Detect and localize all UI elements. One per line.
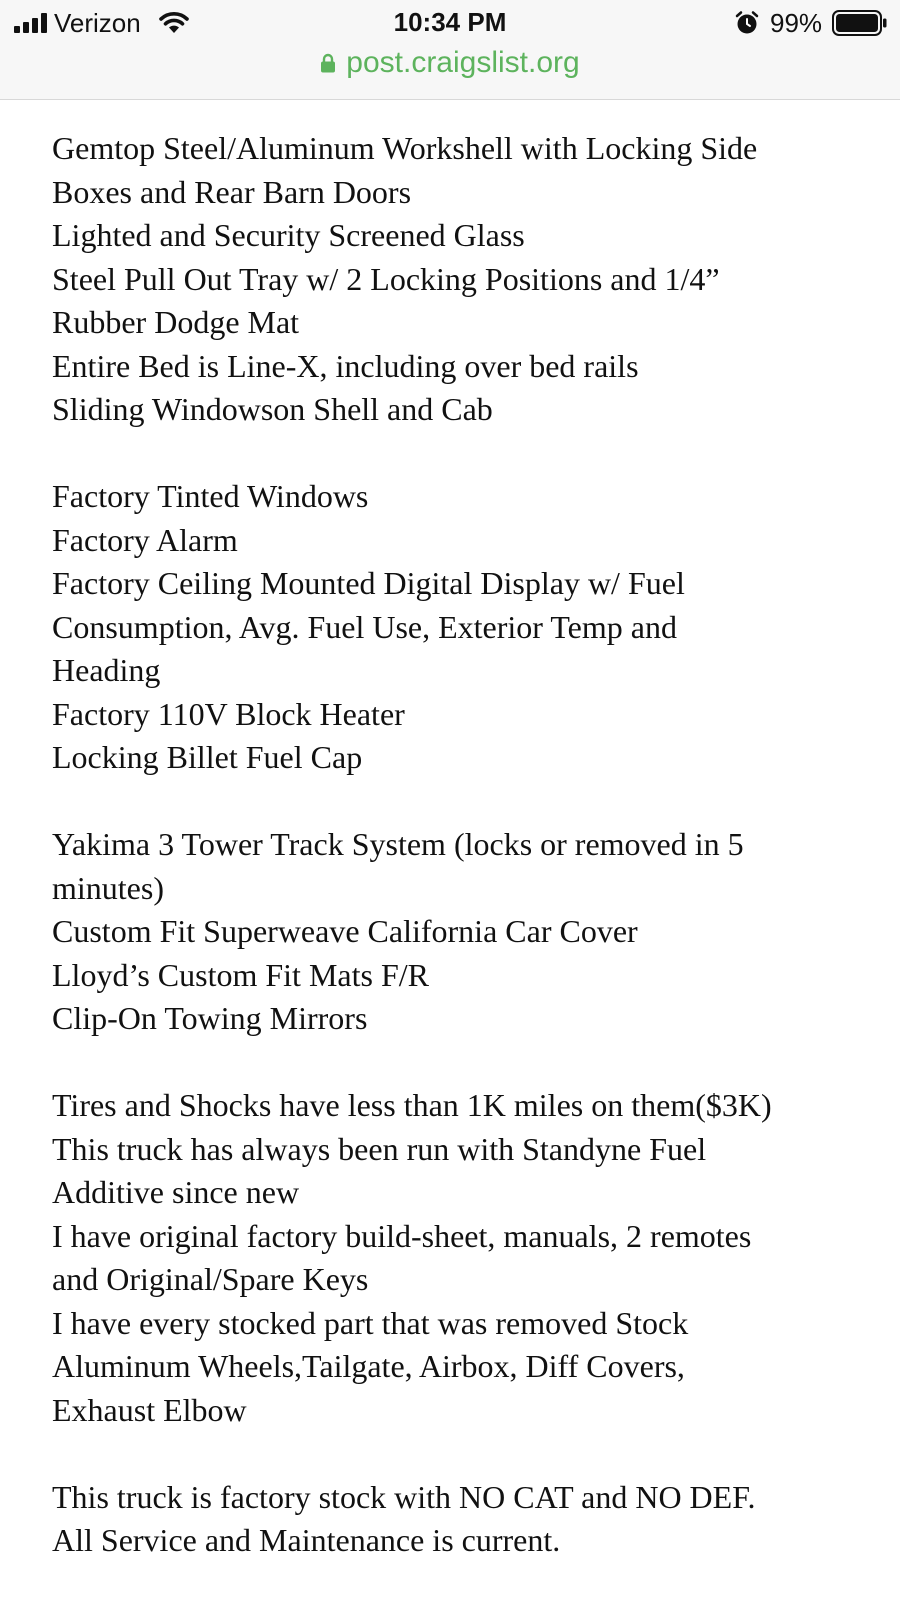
listing-line: Additive since new [52, 1174, 300, 1210]
listing-line: Rubber Dodge Mat [52, 304, 300, 340]
address-bar-content[interactable] [320, 46, 579, 80]
status-time: 10:34 PM [393, 7, 507, 37]
listing-paragraph [52, 475, 872, 780]
listing-line: Clip-On Towing Mirrors [52, 1000, 368, 1036]
listing-line: Boxes and Rear Barn Doors [52, 173, 412, 210]
listing-line: Entire Bed is Line-X, including over bed rails [52, 347, 639, 384]
listing-line: Lloyd’s Custom Fit Mats F/R [52, 956, 429, 993]
listing-paragraph [52, 1476, 872, 1563]
listing-line: Custom Fit Superweave California Car Cover [52, 913, 638, 949]
listing-line: I have original factory build-sheet, manuals, 2 remotes [52, 1217, 752, 1254]
listing-line: Yakima 3 Tower Track System (locks or removed in 5 [52, 826, 744, 862]
listing-line: Factory Tinted Windows [52, 478, 369, 514]
listing-line: This truck is factory stock with NO CAT and NO DEF. [52, 1478, 756, 1515]
listing-line: Heading [52, 652, 161, 688]
listing-line: Exhaust Elbow [52, 1391, 247, 1428]
listing-line: I have every stocked part that was removed Stock [52, 1304, 689, 1341]
listing-line: Locking Billet Fuel Cap [52, 739, 363, 775]
battery-icon [832, 10, 888, 36]
listing-line: Consumption, Avg. Fuel Use, Exterior Temp and [52, 608, 677, 645]
listing-line: Factory 110V Block Heater [52, 695, 405, 732]
listing-line: Tires and Shocks have less than 1K miles on them($3K) [52, 1087, 772, 1123]
listing-line: Gemtop Steel/Aluminum Workshell with Locking Side [52, 130, 758, 166]
listing-paragraph [52, 127, 872, 432]
alarm-clock-icon [734, 10, 760, 36]
listing-paragraph [52, 1084, 872, 1432]
listing-line: All Service and Maintenance is current. [52, 1522, 561, 1558]
listing-line: Factory Ceiling Mounted Digital Display w/ Fuel [52, 565, 685, 601]
listing-line: This truck has always been run with Standyne Fuel [52, 1130, 707, 1167]
listing-line: Lighted and Security Screened Glass [52, 217, 525, 253]
battery-percent: 99% [770, 8, 823, 38]
listing-line: and Original/Spare Keys [52, 1261, 369, 1297]
status-bar [0, 0, 900, 44]
listing-line: Factory Alarm [52, 521, 238, 558]
listing-line: minutes) [52, 869, 164, 906]
url-text[interactable]: post.craigslist.org [346, 46, 580, 79]
listing-body [52, 127, 872, 1600]
carrier-name: Verizon [54, 8, 141, 38]
listing-line: Aluminum Wheels,Tailgate, Airbox, Diff Covers, [52, 1348, 685, 1384]
browser-top-bar [0, 0, 900, 100]
listing-line: Steel Pull Out Tray w/ 2 Locking Positions and 1/4” [52, 260, 720, 297]
lock-icon [320, 53, 336, 73]
listing-line: Sliding Windowson Shell and Cab [52, 391, 493, 427]
address-bar[interactable] [0, 44, 900, 86]
listing-paragraph [52, 823, 872, 1041]
